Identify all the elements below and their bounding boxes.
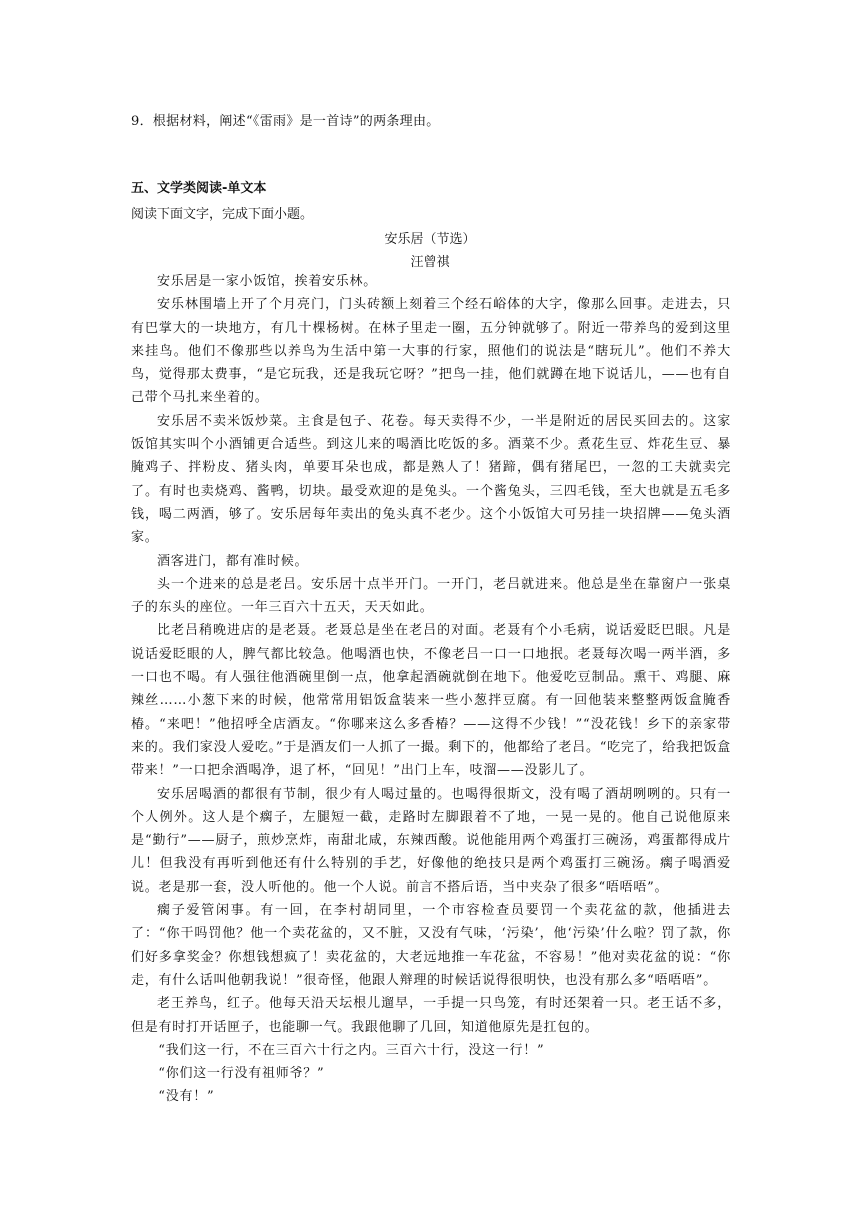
article-author: 汪曾祺 [410, 255, 450, 270]
paragraph: 安乐居不卖米饭炒菜。主食是包子、花卷。每天卖得不少，一半是附近的居民买回去的。这家饭馆其实叫个小酒铺更合适些。到这儿来的喝酒比吃饭的多。酒菜不少。煮花生豆、炸花生豆、暴腌鸡子、拌粉皮、猪头肉，单要耳朵也成，都是熟人了！猪蹄，偶有猪尾巴，一忽的工夫就卖完了。有时也卖烧鸡、酱鸭，切块。最受欢迎的是兔头。一个酱兔头，三四毛钱，至大也就是五毛多钱，喝二两酒，够了。安乐居每年卖出的兔头真不老少。这个小饭馆大可另挂一块招牌——兔头酒家。 [131, 413, 731, 546]
paragraph: 酒客进门，都有准时候。 [157, 553, 309, 569]
paragraph: 瘸子爱管闲事。有一回，在李村胡同里，一个市容检查员要罚一个卖花盆的款，他插进去了：“你干吗罚他？他一个卖花盆的，又不脏，又没有气味，‘污染’，他‘污染’什么啦？罚了款，你们好多拿奖金？你想钱想疯了！卖花盆的，大老远地推一车花盆，不容易！”他对卖花盆的说：“你走，有什么话叫他朝我说！”很奇怪，他跟人辩理的时候话说得很明快，也没有那么多“唔唔唔”。 [131, 903, 731, 988]
dialogue-line: “你们这一行没有祖师爷？” [158, 1066, 325, 1082]
reading-instruction: 阅读下面文字，完成下面小题。 [131, 207, 314, 222]
paragraph: 安乐居喝酒的都很有节制，很少有人喝过量的。也喝得很斯文，没有喝了酒胡咧咧的。只有一个人例外。这人是个瘸子，左腿短一截，走路时左脚跟着不了地，一晃一晃的。他自己说他原来是“勤行”——厨子，煎炒烹炸，南甜北咸，东辣西酸。说他能用两个鸡蛋打三碗汤，鸡蛋都得成片儿！但我没有再听到他还有什么特别的手艺，好像他的绝技只是两个鸡蛋打三碗汤。瘸子喝酒爱说。老是那一套，没人听他的。他一个人说。前言不搭后语，当中夹杂了很多“唔唔唔”。 [131, 786, 731, 895]
dialogue-line: “没有！” [158, 1089, 215, 1105]
paragraph: 安乐居是一家小饭馆，挨着安乐林。 [157, 274, 378, 289]
section-title: 五、文学类阅读-单文本 [131, 181, 267, 196]
dialogue-line: “我们这一行，不在三百六十行之内。三百六十行，没这一行！” [158, 1042, 545, 1058]
paragraph: 比老吕稍晚进店的是老聂。老聂总是坐在老吕的对面。老聂有个小毛病，说话爱眨巴眼。凡是说话爱眨眼的人，脾气都比较急。他喝酒也快，不像老吕一口一口地抿。老聂每次喝一两半酒，多一口也不喝。有人强往他酒碗里倒一点，他拿起酒碗就倒在地下。他爱吃豆制品。熏干、鸡腿、麻辣丝……小葱下来的时候，他常常用铝饭盒装来一些小葱拌豆腐。有一回他装来整整两饭盒腌香椿。“来吧！”他招呼全店酒友。“你哪来这么多香椿？——这得不少钱！”“没花钱！乡下的亲家带来的。我们家没人爱吃。”于是酒友们一人抓了一撮。剩下的，他都给了老吕。“吃完了，给我把饭盒带来！”一口把余酒喝净，退了杯，“回见！”出门上车，吱溜——没影儿了。 [131, 623, 731, 779]
question-9: 9．根据材料，阐述“《雷雨》是一首诗”的两条理由。 [131, 114, 440, 129]
paragraph: 安乐林围墙上开了个月亮门，门头砖额上刻着三个经石峪体的大字，像那么回事。走进去，只有巴掌大的一块地方，有几十棵杨树。在林子里走一圈，五分钟就够了。附近一带养鸟的爱到这里来挂鸟。他们不像那些以养鸟为生活中第一大事的行家，照他们的说法是“瞎玩儿”。他们不养大鸟，觉得那太费事，“是它玩我，还是我玩它呀？”把鸟一挂，他们就蹲在地下说话儿，——也有自己带个马扎来坐着的。 [131, 297, 731, 406]
article-title: 安乐居（节选） [384, 232, 476, 247]
paragraph: 老王养鸟，红子。他每天沿天坛根儿遛早，一手提一只鸟笼，有时还架着一只。老王话不多，但是有时打开话匣子，也能聊一气。我跟他聊了几回，知道他原先是扛包的。 [131, 996, 731, 1035]
article-body [131, 270, 731, 1109]
paragraph: 头一个进来的总是老吕。安乐居十点半开门。一开门，老吕就进来。他总是坐在靠窗户一张桌子的东头的座位。一年三百六十五天，天天如此。 [131, 576, 731, 616]
